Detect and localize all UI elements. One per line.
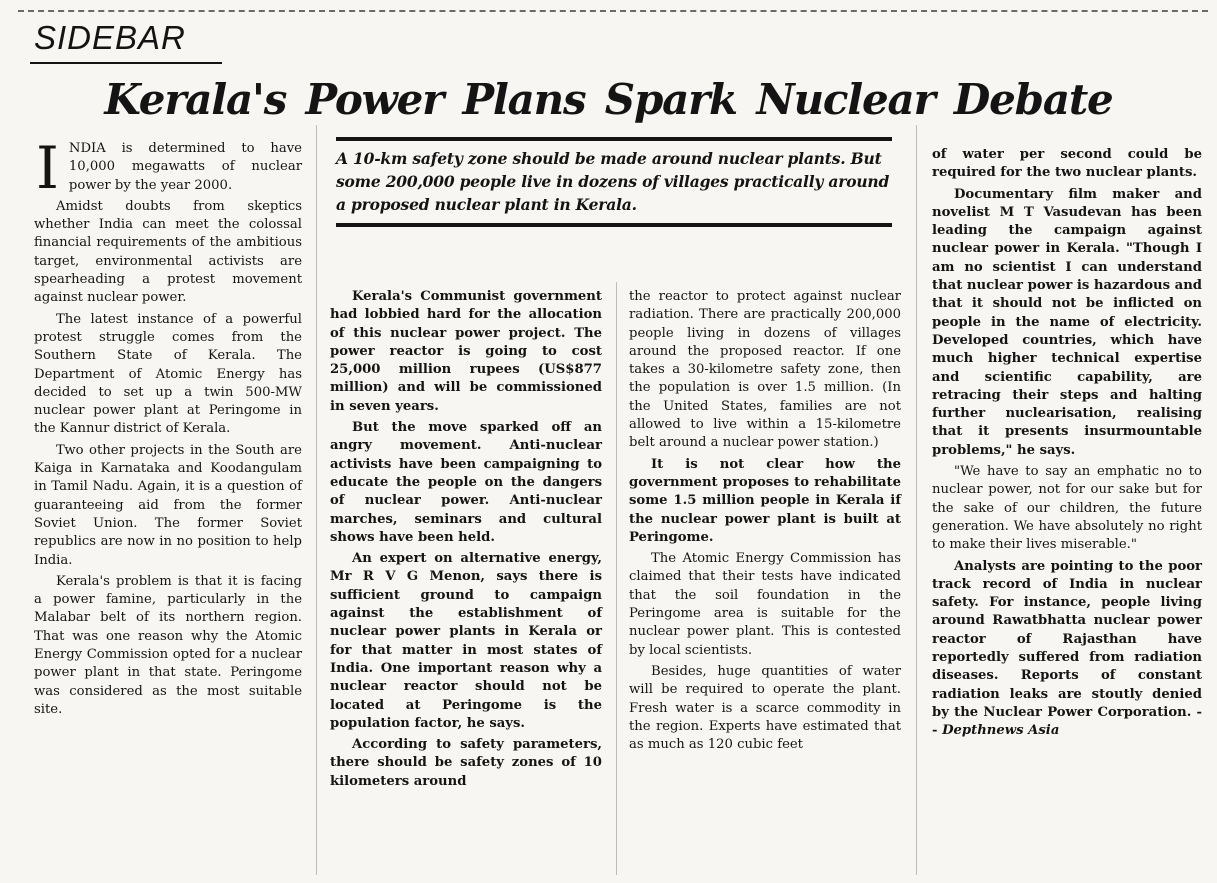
- pull-quote-box: [336, 137, 892, 227]
- paragraph: The latest instance of a powerful protest struggle comes from the Southern State of Kerala. The Department of Atomic Energy has decided to set up a twin 500-MW nuclear power plant at Peringome in the Kannur district of Kerala.: [34, 311, 302, 437]
- paragraph: [34, 134, 302, 202]
- column-separator: [616, 282, 617, 875]
- paragraph: An expert on alternative energy, Mr R V G Menon, says there is sufficient ground to campaign against the establishment of nuclear power plants in Kerala or for that matter in most states of India. One important reason why a nuclear reactor should not be located at Peringome is the population factor, he says.: [330, 551, 602, 731]
- article-column-2: [330, 288, 602, 794]
- kicker-underline: [30, 62, 222, 64]
- column-separator: [916, 125, 917, 875]
- paragraph: [932, 558, 1202, 741]
- paragraph: But the move sparked off an angry movement. Anti-nuclear activists have been campaigning to educate the people on the dangers of nuclear power. Anti-nuclear marches, seminars and cultural shows have been held.: [330, 420, 602, 545]
- paragraph: It is not clear how the government proposes to rehabilitate some 1.5 million people in Kerala if the nuclear power plant is built at Peringome.: [629, 456, 901, 545]
- column-separator: [316, 125, 317, 875]
- drop-cap: I: [36, 134, 59, 202]
- paragraph: Documentary film maker and novelist M T Vasudevan has been leading the campaign against nuclear power in Kerala. "Though I am no scientist I can understand that nuclear power is hazardous and that it should not be inflicted on people in the name of electricity. Developed countries, which have much higher technical expertise and scientific capability, are retracing their steps and halting further nuclearisation, realising that it presents insurmountable problems," he says.: [932, 186, 1203, 458]
- pull-quote-rule: [336, 223, 892, 227]
- paragraph: the reactor to protect against nuclear radiation. There are practically 200,000 people living in dozens of villages around the proposed reactor. If one takes a 30-kilometre safety zone, then the population is over 1.5 million. (In the United States, families are not allowed to live within a 15-kilometre belt around a nuclear power station.): [629, 289, 901, 451]
- top-dashed-rule: [18, 10, 1208, 12]
- paragraph: Amidst doubts from skeptics whether India can meet the colossal financial requirements of the ambitious target, environmental activists are spearheading a protest movement against nuclear power.: [34, 198, 302, 306]
- paragraph: Kerala's problem is that it is facing a power famine, particularly in the Malabar belt of its northern region. That was one reason why the Atomic Energy Commission opted for a nuclear power plant in that state. Peringome was considered as the most suitable site.: [34, 573, 302, 717]
- article-column-1: [34, 134, 302, 722]
- lead-text: NDIA is determined to have 10,000 megawatts of nuclear power by the year 2000.: [68, 141, 302, 193]
- article-column-3: [629, 288, 901, 757]
- byline-credit: Depthnews Asia: [942, 723, 1060, 739]
- article-headline: Kerala's Power Plans Spark Nuclear Debate: [104, 75, 1113, 124]
- paragraph: Two other projects in the South are Kaiga in Karnataka and Koodangulam in Tamil Nadu. Again, it is a question of guaranteeing aid from the former Soviet Union. The former Soviet republics are now in no position to help India.: [34, 442, 302, 568]
- paragraph-text: Analysts are pointing to the poor track record of India in nuclear safety. For instance, people living around Rawatbhatta nuclear power reactor of Rajasthan have reportedly suffered from radiation diseases. Reports of constant radiation leaks are stoutly denied by the Nuclear Power Corporation. --: [932, 558, 1202, 739]
- section-kicker: SIDEBAR: [34, 19, 186, 56]
- paragraph: The Atomic Energy Commission has claimed that their tests have indicated that the soil foundation in the Peringome area is suitable for the nuclear power plant. This is contested by local scientists.: [629, 551, 901, 658]
- article-column-4: [932, 146, 1202, 744]
- paragraph: Besides, huge quantities of water will be required to operate the plant. Fresh water is a scarce commodity in the region. Experts have estimated that as much as 120 cubic feet: [629, 663, 901, 753]
- paragraph: Kerala's Communist government had lobbied hard for the allocation of this nuclear power project. The power reactor is going to cost 25,000 million rupees (US$877 million) and will be commissioned in seven years.: [330, 289, 602, 414]
- paragraph: "We have to say an emphatic no to nuclear power, not for our sake but for the sake of our children, the future generation. We have absolutely no right to make their lives miserable.": [932, 464, 1202, 553]
- pull-quote: A 10-km safety zone should be made around nuclear plants. But some 200,000 people live in dozens of villages practically around a proposed nuclear plant in Kerala.: [336, 149, 890, 214]
- pull-quote-rule: [336, 137, 892, 141]
- paragraph: According to safety parameters, there should be safety zones of 10 kilometers around: [330, 737, 602, 789]
- paragraph: of water per second could be required for the two nuclear plants.: [932, 147, 1202, 181]
